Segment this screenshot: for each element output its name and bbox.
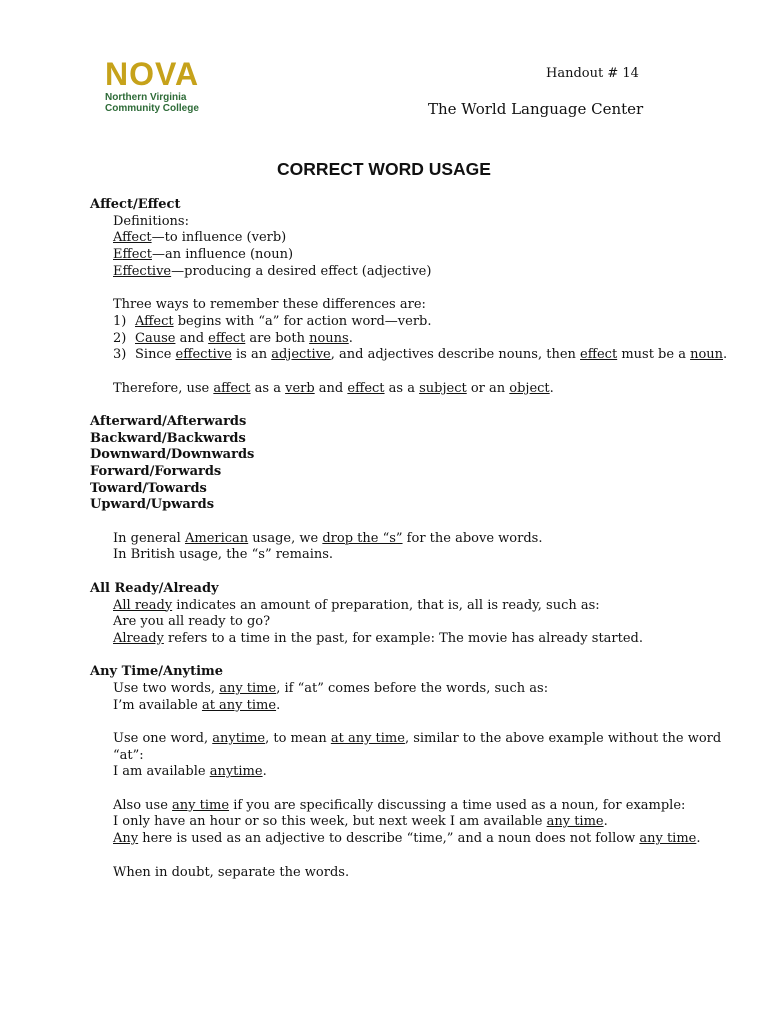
document-body	[90, 197, 728, 881]
handout-number: Handout # 14	[546, 66, 639, 81]
american-usage-line: In general American usage, we drop the “s” for the above words.	[113, 530, 543, 546]
already-definition: Already refers to a time in the past, for example: The movie has already started.	[113, 630, 644, 646]
doubt-line: When in doubt, separate the words.	[113, 864, 350, 880]
one-word-rule-cont: “at”:	[113, 747, 144, 763]
noun-explanation: Any here is used as an adjective to describe “time,” and a noun does not follow any time.	[113, 831, 701, 847]
list-item-2: 2) Cause and effect are both nouns.	[113, 330, 353, 346]
one-word-rule: Use one word, anytime, to mean at any time, similar to the above example without the word	[113, 731, 722, 746]
section-heading-all-ready: All Ready/Already	[90, 580, 219, 596]
definition-effective: Effective—producing a desired effect (adjective)	[113, 263, 432, 279]
section-heading-affect-effect: Affect/Effect	[90, 197, 181, 212]
section-heading-toward: Toward/Towards	[90, 480, 207, 496]
two-words-rule: Use two words, any time, if “at” comes before the words, such as:	[113, 680, 549, 696]
two-words-example: I’m available at any time.	[113, 697, 281, 713]
nova-logo	[105, 58, 215, 114]
section-heading-upward: Upward/Upwards	[90, 497, 215, 513]
one-word-example: I am available anytime.	[113, 764, 267, 780]
noun-rule: Also use any time if you are specifically discussing a time used as a noun, for example:	[113, 797, 686, 813]
noun-example: I only have an hour or so this week, but next week I am available any time.	[113, 814, 608, 830]
logo-word: NOVA	[105, 56, 200, 92]
all-ready-example: Are you all ready to go?	[113, 614, 271, 630]
list-item-3: 3) Since effective is an adjective, and adjectives describe nouns, then effect must be a noun.	[113, 347, 728, 363]
therefore-line: Therefore, use affect as a verb and effect as a subject or an object.	[113, 380, 554, 396]
list-item-1: 1) Affect begins with “a” for action word—verb.	[113, 313, 432, 329]
center-name: The World Language Center	[428, 100, 644, 118]
ways-intro: Three ways to remember these differences are:	[113, 297, 426, 313]
logo-line-2: Community College	[105, 103, 199, 114]
section-heading-afterward: Afterward/Afterwards	[90, 413, 247, 429]
section-heading-downward: Downward/Downwards	[90, 447, 255, 463]
definition-affect: Affect—to influence (verb)	[113, 230, 287, 246]
page-title: CORRECT WORD USAGE	[277, 159, 491, 179]
all-ready-definition: All ready indicates an amount of preparation, that is, all is ready, such as:	[113, 597, 600, 613]
section-heading-backward: Backward/Backwards	[90, 430, 246, 446]
section-heading-forward: Forward/Forwards	[90, 464, 222, 479]
british-usage-line: In British usage, the “s” remains.	[113, 547, 334, 563]
definitions-label: Definitions:	[113, 213, 189, 229]
section-heading-any-time: Any Time/Anytime	[90, 664, 224, 680]
definition-effect: Effect—an influence (noun)	[113, 247, 294, 263]
logo-line-1: Northern Virginia	[105, 92, 187, 103]
